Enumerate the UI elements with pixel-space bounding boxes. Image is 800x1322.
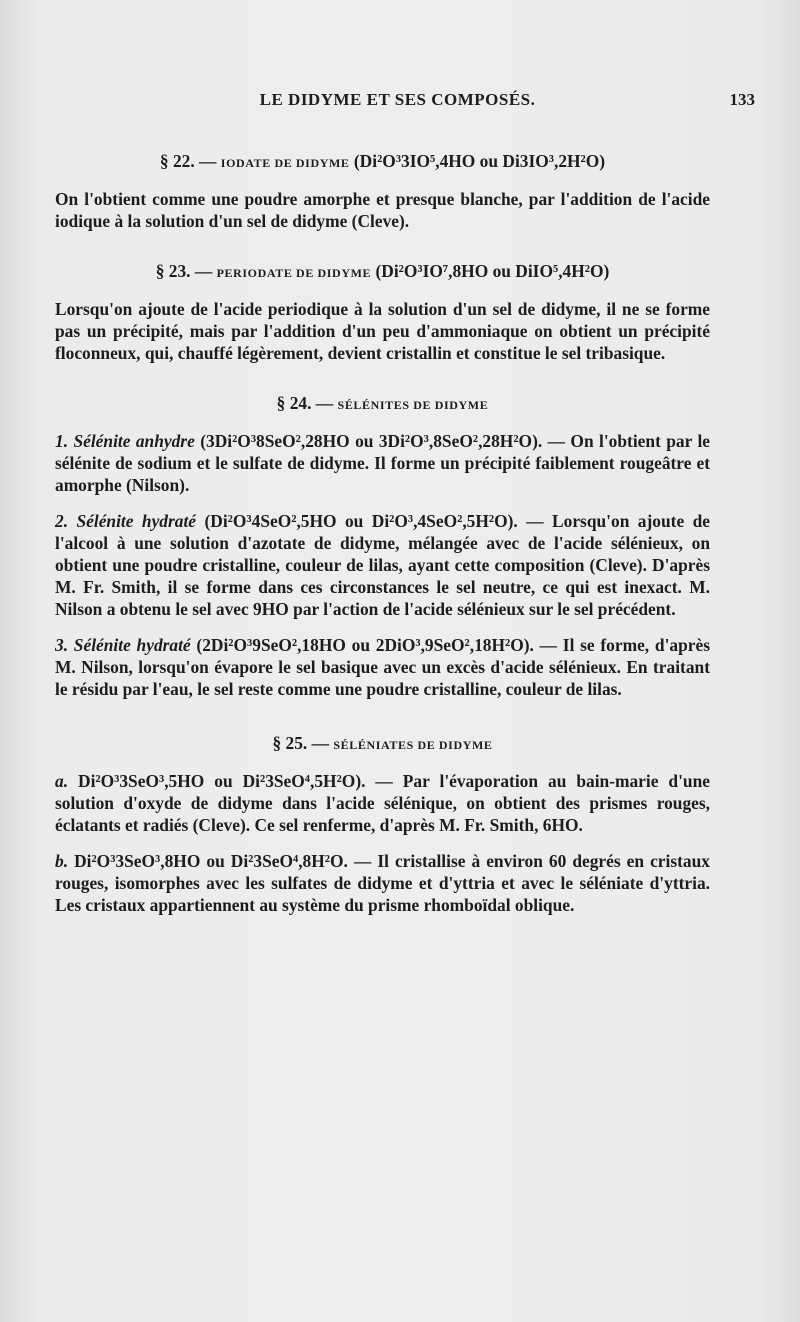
item-text: (Di²O³4SeO²,5HO ou Di²O³,4SeO²,5H²O). — Lorsqu'on ajoute de l'alcool à une solution d'azotate de didyme, mélangée avec de l'acide sélénieux, on obtient une poudre cristalline, couleur de lilas, ayant cette composition (Cleve). D'après M. Fr. Smith, il se forme dans ces circonstances le sel neutre, ce qui est inexact. M. Nilson a obtenu le sel avec 9HO par l'action de l'acide sélénieux sur le sel précédent.: [55, 511, 710, 619]
selenite-item-2: [55, 510, 710, 620]
selenite-item-3: [55, 634, 710, 700]
page-body: [55, 150, 710, 930]
seleniate-item-a: [55, 770, 710, 836]
section-number: § 24. —: [276, 393, 334, 413]
section-title: PERIODATE DE DIDYME: [216, 266, 372, 280]
item-text: (3Di²O³8SeO²,28HO ou 3Di²O³,8SeO²,28H²O). — On l'obtient par le sélénite de sodium et le sulfate de didyme. Il forme un précipité faiblement rougeâtre et amorphe (Nilson).: [55, 431, 710, 495]
selenite-item-1: [55, 430, 710, 496]
section-title: SÉLÉNIATES DE DIDYME: [333, 738, 493, 752]
section-title: IODATE DE DIDYME: [220, 156, 350, 170]
seleniate-item-b: [55, 850, 710, 916]
page-header: [40, 90, 755, 112]
item-label: b.: [55, 851, 69, 871]
section-number: § 23. —: [155, 261, 213, 281]
section-number: § 25. —: [272, 733, 329, 753]
item-text: (2Di²O³9SeO²,18HO ou 2DiO³,9SeO²,18H²O). — Il se forme, d'après M. Nilson, lorsqu'on évapore le sel basique avec un excès d'acide sélénieux. En traitant le résidu par l'eau, le sel reste comme une poudre cristalline, couleur de lilas.: [55, 635, 710, 699]
section-number: § 22. —: [159, 151, 217, 171]
section-heading-24: [55, 392, 710, 416]
item-text: Di²O³3SeO³,5HO ou Di²3SeO⁴,5H²O). — Par l'évaporation au bain-marie d'une solution d'oxyde de didyme dans l'acide sélénique, on obtient des prismes rouges, éclatants et radiés (Cleve). Ce sel renferme, d'après M. Fr. Smith, 6HO.: [55, 771, 710, 835]
item-label: 3. Sélénite hydraté: [55, 635, 191, 655]
running-title: LE DIDYME ET SES COMPOSÉS.: [259, 90, 536, 109]
section-formula: (Di²O³3IO⁵,4HO ou Di3IO³,2H²O): [353, 151, 606, 171]
section-heading-22: [55, 150, 710, 174]
section-heading-25: [55, 732, 710, 756]
item-label: a.: [55, 771, 69, 791]
section-heading-23: [55, 260, 710, 284]
page-number: 133: [729, 90, 755, 109]
item-label: 1. Sélénite anhydre: [55, 431, 195, 451]
section-formula: (Di²O³IO⁷,8HO ou DiIO⁵,4H²O): [375, 261, 610, 281]
section-22-paragraph: On l'obtient comme une poudre amorphe et presque blanche, par l'addition de l'acide iodique à la solution d'un sel de didyme (Cleve).: [55, 189, 710, 231]
item-label: 2. Sélénite hydraté: [55, 511, 197, 531]
section-23-paragraph: Lorsqu'on ajoute de l'acide periodique à la solution d'un sel de didyme, il ne se forme pas un précipité, mais par l'addition d'un peu d'ammoniaque on obtient un précipité floconneux, qui, chauffé légèrement, devient cristallin et constitue le sel tribasique.: [55, 299, 710, 363]
item-text: Di²O³3SeO³,8HO ou Di²3SeO⁴,8H²O. — Il cristallise à environ 60 degrés en cristaux rouges, isomorphes avec les sulfates de didyme et d'yttria et avec le séléniate d'yttria. Les cristaux appartiennent au système du prisme rhomboïdal oblique.: [55, 851, 710, 915]
section-title: SÉLÉNITES DE DIDYME: [337, 398, 489, 412]
